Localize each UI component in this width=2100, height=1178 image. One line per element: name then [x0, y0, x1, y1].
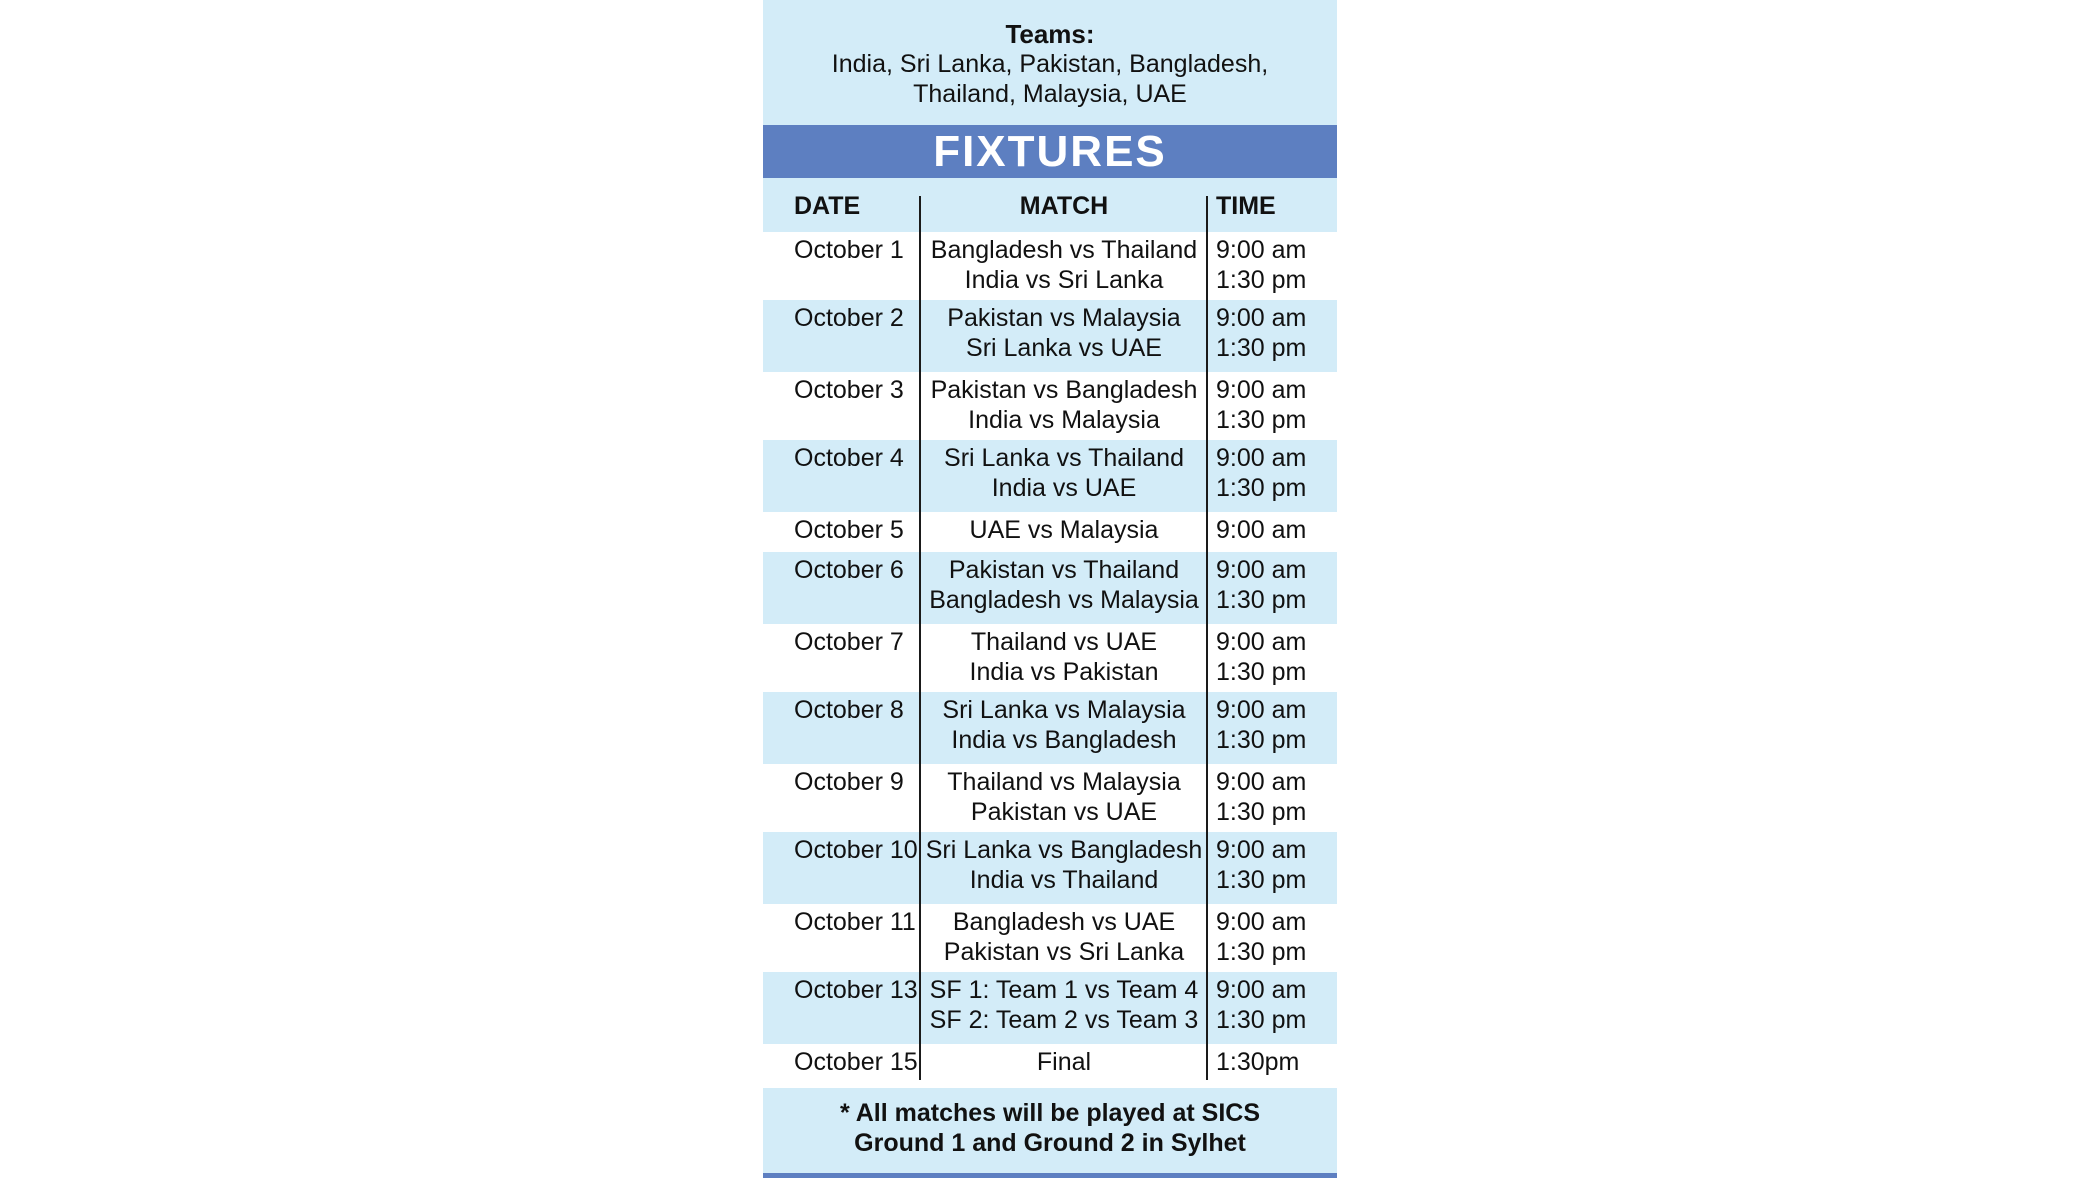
fixture-date: October 4: [794, 444, 904, 472]
fixture-times: [1216, 515, 1306, 545]
fixture-match: India vs Thailand: [969, 866, 1159, 894]
fixture-match: Thailand vs Malaysia: [947, 768, 1181, 796]
fixture-row: [763, 972, 1337, 1044]
fixture-match: India vs Sri Lanka: [964, 266, 1164, 294]
fixture-date: October 2: [794, 304, 904, 332]
fixture-match: Bangladesh vs Malaysia: [929, 586, 1199, 614]
fixture-row: [763, 552, 1337, 624]
fixture-row: [763, 692, 1337, 764]
venue-note-line-1: * All matches will be played at SICS: [839, 1099, 1261, 1127]
fixture-match: UAE vs Malaysia: [969, 516, 1159, 544]
fixture-times: [1216, 907, 1306, 967]
bottom-accent-bar: [763, 1173, 1337, 1178]
fixture-date: October 3: [794, 376, 904, 404]
fixture-times: [1216, 303, 1306, 363]
fixture-match: India vs Bangladesh: [951, 726, 1177, 754]
fixture-times: [1216, 627, 1306, 687]
venue-note: [763, 1088, 1337, 1173]
fixture-time: 1:30 pm: [1216, 334, 1307, 362]
column-divider-left: [919, 196, 921, 1080]
fixtures-banner: FIXTURES: [763, 125, 1337, 178]
fixture-match: SF 1: Team 1 vs Team 4: [929, 976, 1199, 1004]
fixture-match: Bangladesh vs Thailand: [930, 236, 1198, 264]
fixture-time: 9:00 am: [1216, 376, 1307, 404]
fixture-date: October 9: [794, 768, 904, 796]
fixture-match: India vs UAE: [991, 474, 1137, 502]
teams-heading: Teams:: [1005, 19, 1095, 49]
fixture-time: 9:00 am: [1216, 444, 1307, 472]
fixture-row: [763, 372, 1337, 440]
fixture-date: October 15: [794, 1048, 918, 1076]
date-column-header: DATE: [794, 192, 861, 220]
fixture-time: 9:00 am: [1216, 908, 1307, 936]
fixture-date: October 1: [794, 236, 904, 264]
fixture-matches: [923, 1047, 1205, 1077]
fixture-time: 9:00 am: [1216, 768, 1307, 796]
fixture-match: Pakistan vs UAE: [970, 798, 1158, 826]
fixture-time: 1:30 pm: [1216, 658, 1307, 686]
fixture-row: [763, 440, 1337, 512]
fixture-match: India vs Malaysia: [968, 406, 1160, 434]
fixture-match: Pakistan vs Sri Lanka: [943, 938, 1185, 966]
fixture-match: Sri Lanka vs Malaysia: [942, 696, 1186, 724]
fixture-match: Pakistan vs Malaysia: [947, 304, 1181, 332]
fixture-time: 1:30 pm: [1216, 866, 1307, 894]
fixture-time: 1:30 pm: [1216, 266, 1307, 294]
fixture-time: 1:30pm: [1216, 1048, 1300, 1076]
fixture-row: [763, 832, 1337, 904]
fixture-time: 1:30 pm: [1216, 938, 1307, 966]
teams-list-line-2: Thailand, Malaysia, UAE: [913, 80, 1187, 108]
fixture-time: 9:00 am: [1216, 628, 1307, 656]
fixture-date: October 13: [794, 976, 918, 1004]
fixture-row: [763, 904, 1337, 972]
column-divider-right: [1206, 196, 1208, 1080]
fixture-date: October 8: [794, 696, 904, 724]
fixture-times: [1216, 555, 1306, 615]
fixture-date: October 5: [794, 516, 904, 544]
fixture-row: [763, 300, 1337, 372]
fixture-match: Bangladesh vs UAE: [952, 908, 1176, 936]
fixture-time: 9:00 am: [1216, 696, 1307, 724]
fixture-time: 1:30 pm: [1216, 474, 1307, 502]
fixture-match: Pakistan vs Bangladesh: [930, 376, 1198, 404]
fixture-times: [1216, 835, 1306, 895]
fixture-matches: [923, 515, 1205, 545]
fixture-matches: [923, 303, 1205, 363]
fixture-match: Sri Lanka vs UAE: [966, 334, 1162, 362]
venue-note-line-2: Ground 1 and Ground 2 in Sylhet: [854, 1129, 1246, 1157]
fixture-times: [1216, 767, 1306, 827]
fixture-match: India vs Pakistan: [969, 658, 1159, 686]
teams-list-line-1: India, Sri Lanka, Pakistan, Bangladesh,: [831, 50, 1269, 78]
fixture-row: [763, 764, 1337, 832]
fixture-matches: [923, 907, 1205, 967]
fixture-time: 1:30 pm: [1216, 798, 1307, 826]
fixture-matches: [923, 767, 1205, 827]
fixture-time: 1:30 pm: [1216, 586, 1307, 614]
fixture-match: Pakistan vs Thailand: [948, 556, 1180, 584]
fixture-time: 1:30 pm: [1216, 1006, 1307, 1034]
fixture-times: [1216, 975, 1306, 1035]
fixture-matches: [923, 695, 1205, 755]
fixture-times: [1216, 375, 1306, 435]
fixture-row: [763, 1044, 1337, 1088]
fixture-date: October 11: [794, 908, 916, 936]
fixture-time: 9:00 am: [1216, 556, 1307, 584]
fixture-time: 9:00 am: [1216, 836, 1307, 864]
time-column-header: TIME: [1216, 192, 1276, 220]
fixture-times: [1216, 235, 1306, 295]
fixture-time: 9:00 am: [1216, 516, 1307, 544]
fixture-row: [763, 232, 1337, 300]
fixture-matches: [923, 235, 1205, 295]
fixture-row: [763, 624, 1337, 692]
fixture-match: Thailand vs UAE: [970, 628, 1158, 656]
fixture-time: 9:00 am: [1216, 304, 1307, 332]
fixture-times: [1216, 695, 1306, 755]
match-column-header: MATCH: [1019, 192, 1109, 220]
fixture-row: [763, 512, 1337, 552]
fixture-time: 9:00 am: [1216, 236, 1307, 264]
fixture-time: 9:00 am: [1216, 976, 1307, 1004]
fixture-match: Sri Lanka vs Bangladesh: [925, 836, 1203, 864]
fixture-times: [1216, 1047, 1299, 1077]
fixture-date: October 10: [794, 836, 918, 864]
fixture-matches: [923, 975, 1205, 1035]
fixture-date: October 7: [794, 628, 904, 656]
teams-section: [763, 0, 1337, 125]
fixture-match: Final: [1036, 1048, 1092, 1076]
fixture-matches: [923, 835, 1205, 895]
fixture-date: October 6: [794, 556, 904, 584]
fixture-match: SF 2: Team 2 vs Team 3: [929, 1006, 1199, 1034]
fixture-matches: [923, 627, 1205, 687]
fixtures-card: [763, 0, 1337, 1178]
fixture-matches: [923, 375, 1205, 435]
table-header: [763, 178, 1337, 232]
fixture-times: [1216, 443, 1306, 503]
fixture-matches: [923, 555, 1205, 615]
fixture-time: 1:30 pm: [1216, 406, 1307, 434]
fixture-matches: [923, 443, 1205, 503]
fixture-match: Sri Lanka vs Thailand: [944, 444, 1184, 472]
fixture-time: 1:30 pm: [1216, 726, 1307, 754]
